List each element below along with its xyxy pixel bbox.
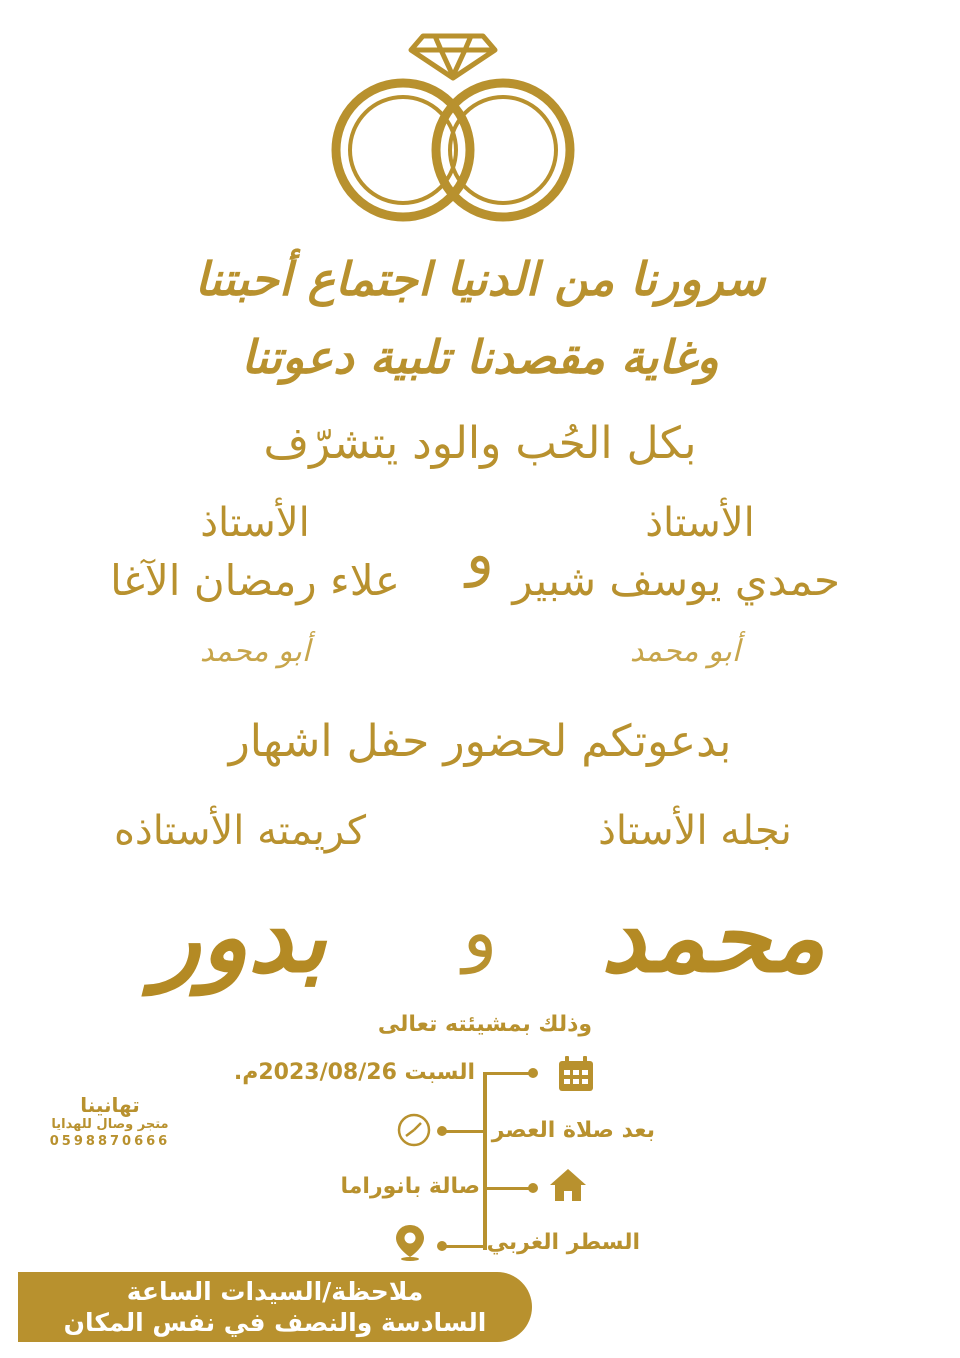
- clock-icon: [394, 1110, 434, 1150]
- date-text: السبت 2023/08/26م.: [233, 1060, 475, 1085]
- shop-greeting: تهانينا: [80, 1093, 140, 1117]
- time-text: بعد صلاة العصر: [491, 1118, 655, 1143]
- location-pin-icon: [390, 1222, 430, 1262]
- poem-line-1: سرورنا من الدنيا اجتماع أحبتنا: [194, 252, 766, 306]
- timeline-dot: [437, 1126, 447, 1136]
- calendar-icon: [556, 1054, 596, 1094]
- timeline-branch: [443, 1130, 483, 1133]
- host-left-name: علاء رمضان الآغا: [110, 556, 400, 605]
- shop-name: متجر وصال للهدايا: [51, 1117, 169, 1132]
- location-text: السطر الغربي: [486, 1230, 640, 1255]
- note-banner: [18, 1272, 532, 1342]
- timeline-branch: [487, 1072, 531, 1075]
- details-intro: وذلك بمشيئته تعالى: [377, 1012, 593, 1037]
- shop-credit: [30, 1094, 190, 1150]
- poem-line-2: وغاية مقصدنا تلبية دعوتنا: [241, 330, 719, 384]
- timeline-line: [483, 1072, 487, 1250]
- groom-label: نجله الأستاذ: [598, 808, 792, 854]
- timeline-dot: [437, 1241, 447, 1251]
- timeline-dot: [528, 1068, 538, 1078]
- wedding-rings-diamond-icon: [325, 18, 585, 233]
- note-line-2: السادسة والنصف في نفس المكان: [63, 1308, 487, 1337]
- host-right-name: حمدي يوسف شبير: [512, 556, 840, 605]
- couple-and: و: [462, 890, 498, 974]
- home-icon: [548, 1166, 588, 1206]
- invitation-line: بدعوتكم لحضور حفل اشهار: [228, 716, 732, 767]
- note-line-1: ملاحظة/السيدات الساعة: [126, 1277, 424, 1306]
- bride-name: بدور: [153, 880, 327, 995]
- host-left-kunya: أبو محمد: [199, 634, 311, 669]
- venue-text: صالة بانوراما: [340, 1174, 480, 1199]
- hosts-and: و: [465, 520, 494, 588]
- bride-label: كريمته الأستاذه: [113, 808, 367, 854]
- host-right-kunya: أبو محمد: [629, 634, 741, 669]
- shop-phone: 0598870666: [49, 1134, 171, 1149]
- timeline-dot: [528, 1183, 538, 1193]
- timeline-branch: [487, 1187, 531, 1190]
- timeline-branch: [443, 1245, 483, 1248]
- groom-name: محمد: [601, 880, 825, 995]
- host-right-title: الأستاذ: [645, 500, 755, 546]
- heading: بكل الحُب والود يتشرّف: [263, 418, 697, 469]
- host-left-title: الأستاذ: [200, 500, 310, 546]
